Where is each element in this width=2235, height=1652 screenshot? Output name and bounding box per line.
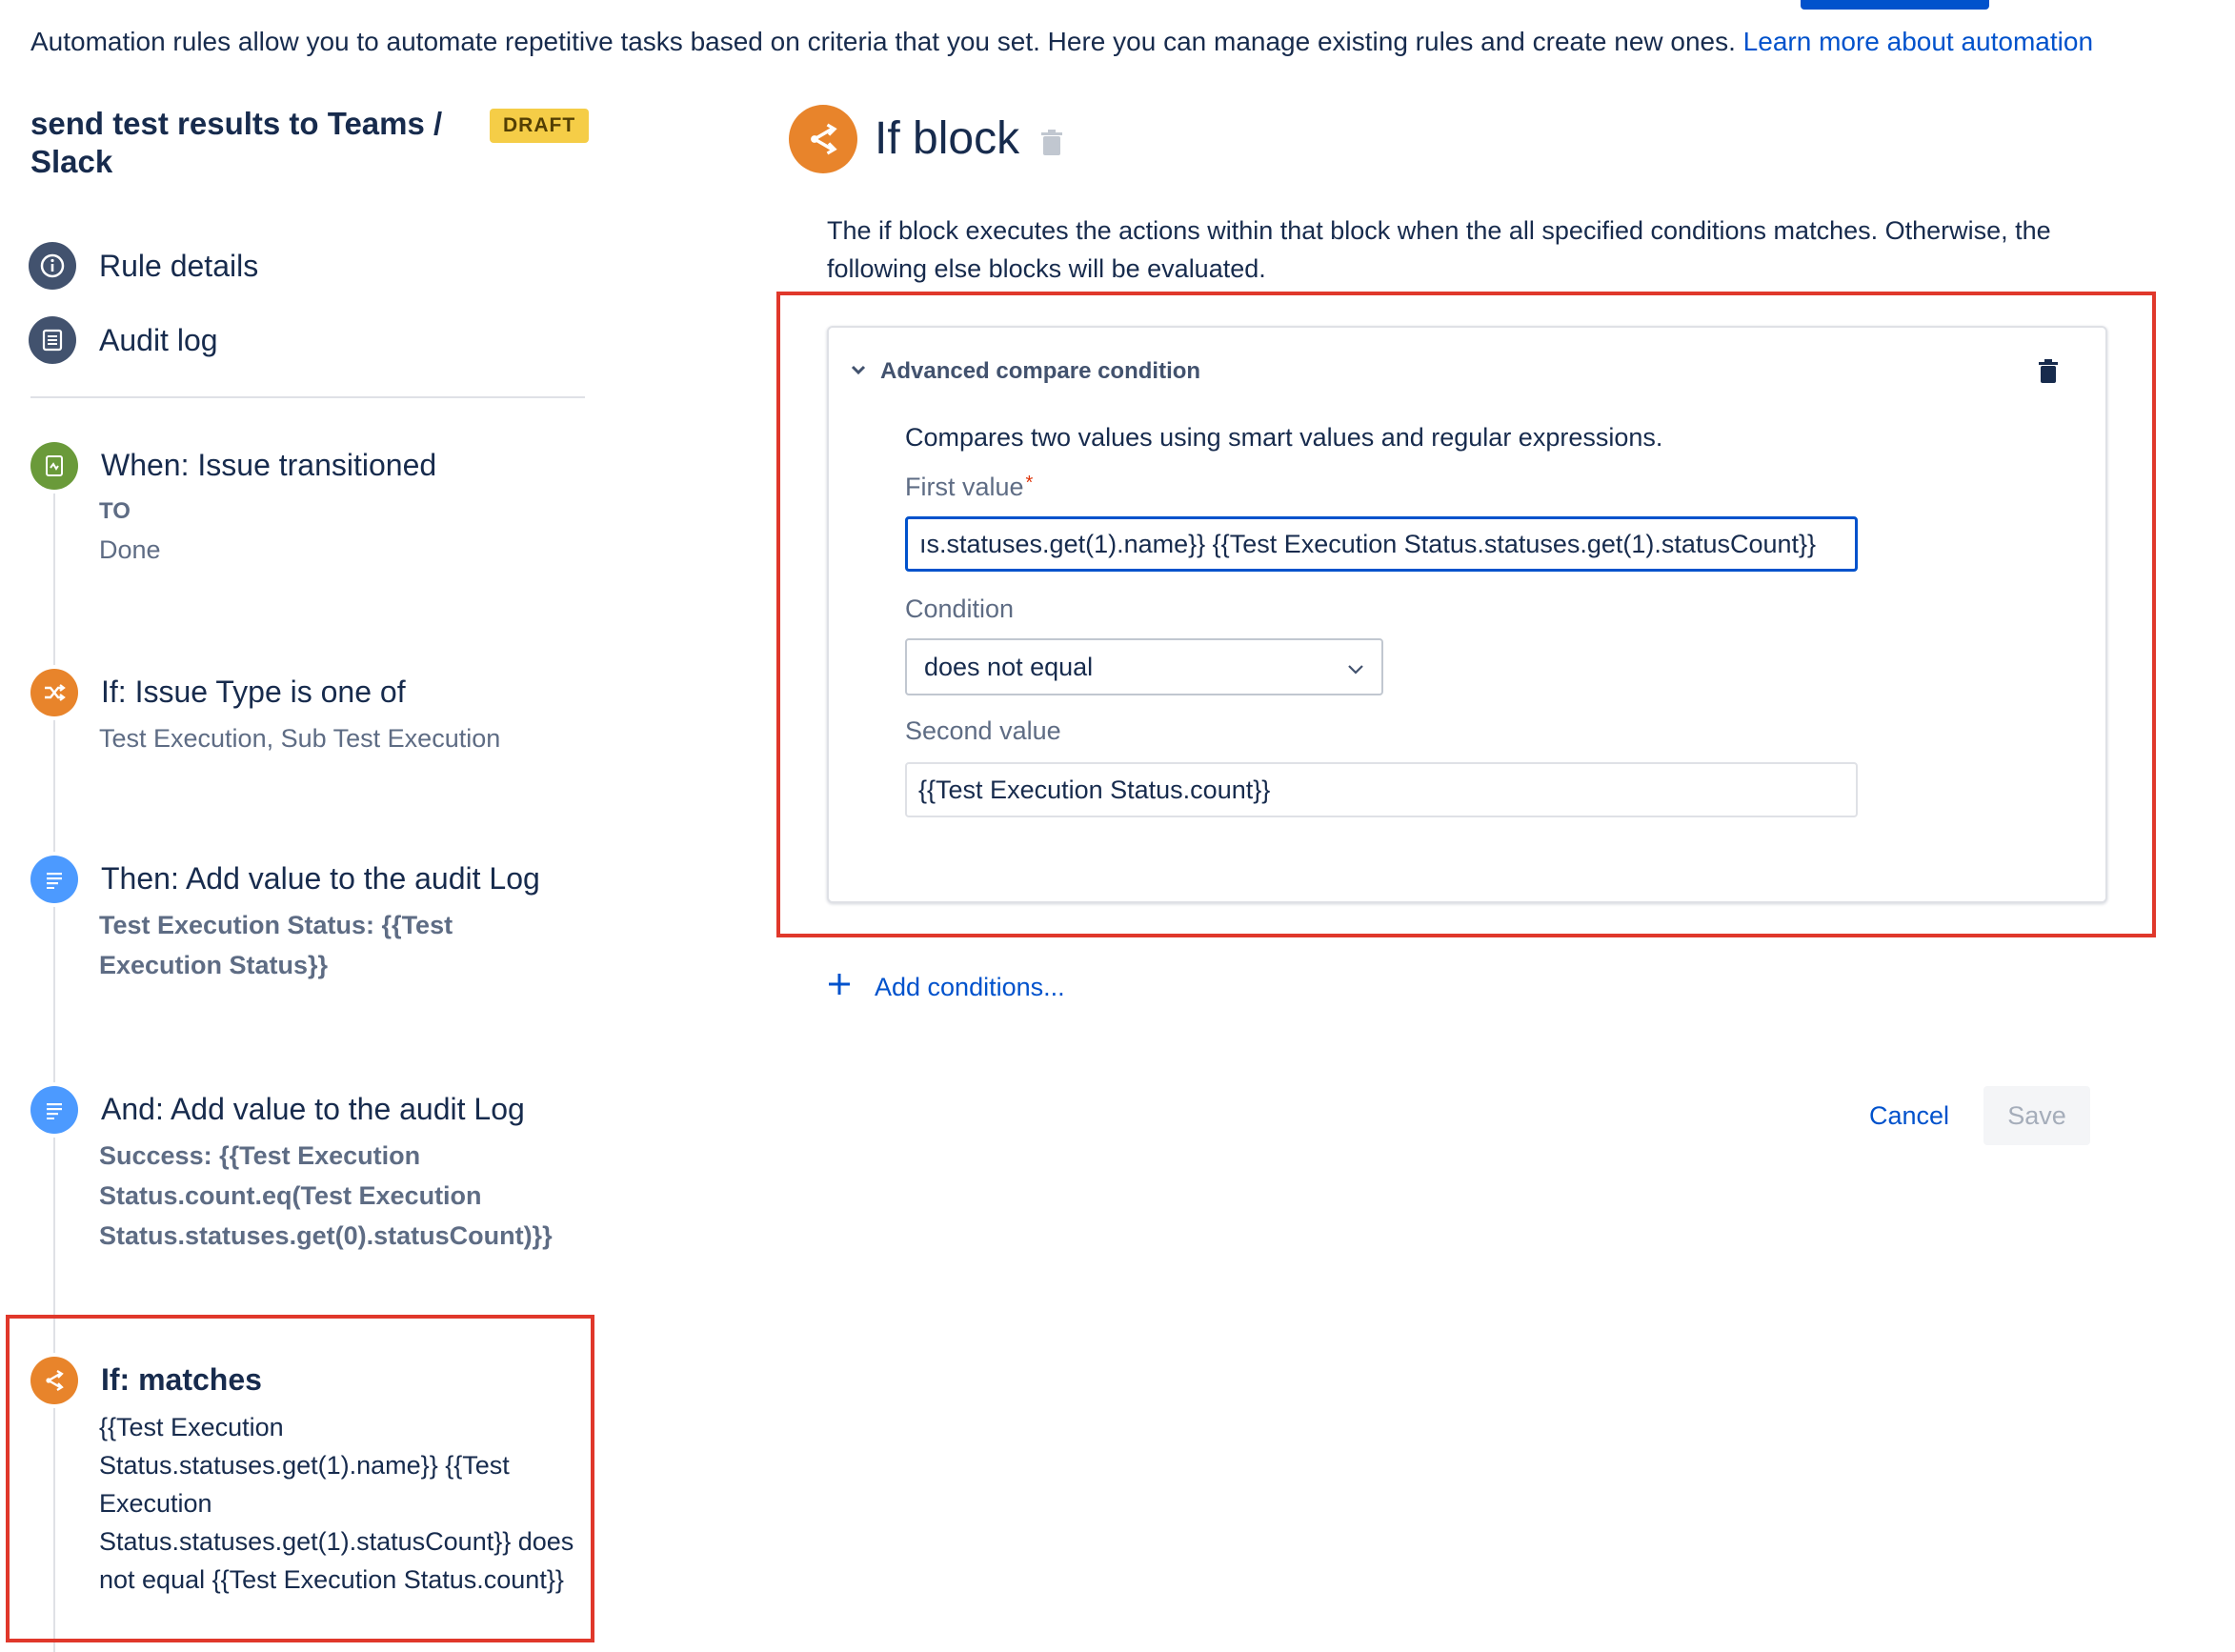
log-icon [30,1086,78,1134]
learn-more-link[interactable]: Learn more about automation [1742,27,2094,56]
first-value-label-text: First value [905,473,1024,501]
step-audit-log-title[interactable]: Then: Add value to the audit Log [101,861,540,896]
panel-description: The if block executes the actions within that block when the all specified conditions matches. Otherwise, the following else blocks will be evaluated. [827,216,2051,283]
rule-title: send test results to Teams / Slack [30,106,443,179]
branch-icon [30,1357,78,1404]
nav-rule-details[interactable] [29,242,258,290]
step-if-matches-desc: {{Test Execution Status.statuses.get(1).name}} {{Test Execution Status.statuses.get(1).statusCount}} does not equal {{Test Execution Status.count}} [99,1413,574,1594]
step-and-audit-title[interactable]: And: Add value to the audit Log [101,1092,525,1126]
step-trigger-to: TO [99,498,131,524]
step-if-matches-title[interactable]: If: matches [101,1362,262,1397]
required-marker: * [1025,473,1034,494]
condition-card-header[interactable] [850,358,1200,385]
condition-label: Condition [905,594,1015,623]
nav-rule-details-label: Rule details [99,248,259,283]
nav-audit-log[interactable] [29,316,218,364]
list-icon [29,316,76,364]
add-conditions-button[interactable] [827,972,1065,1003]
chevron-down-icon [1347,640,1364,694]
divider [30,396,585,398]
step-trigger-title[interactable]: When: Issue transitioned [101,448,437,482]
top-primary-button[interactable] [1801,0,1989,10]
plus-icon [827,972,852,1003]
if-block-icon [789,105,857,173]
nav-audit-log-label: Audit log [99,322,218,357]
draft-badge: DRAFT [490,109,589,143]
step-if-type-title[interactable]: If: Issue Type is one of [101,675,406,709]
info-icon [29,242,76,290]
condition-select[interactable] [905,638,1383,695]
chevron-down-icon [850,358,867,385]
second-value-label: Second value [905,716,1061,745]
intro-text [30,27,2093,57]
log-icon [30,856,78,903]
condition-description: Compares two values using smart values and regular expressions. [905,423,1663,452]
panel-title: If block [875,113,1020,164]
first-value-label [905,473,1033,502]
cancel-button[interactable]: Cancel [1869,1101,1950,1130]
trigger-icon [30,442,78,490]
shuffle-icon [30,669,78,716]
add-conditions-label: Add conditions... [875,973,1065,1001]
intro-description: Automation rules allow you to automate repetitive tasks based on criteria that you set. Here you can manage existing rules and create new ones. [30,27,1736,56]
condition-select-value: does not equal [924,653,1094,681]
second-value-input[interactable]: {{Test Execution Status.count}} [905,762,1858,817]
step-trigger-status: Done [99,535,161,564]
step-and-audit-value: Success: {{Test Execution Status.count.eq(Test Execution Status.statuses.get(0).statusCount)}} [99,1141,553,1250]
delete-condition-icon[interactable] [2037,358,2060,390]
step-if-type-values: Test Execution, Sub Test Execution [99,724,501,753]
step-audit-log-value: Test Execution Status: {{Test Execution Status}} [99,911,453,979]
condition-card-heading: Advanced compare condition [880,358,1201,384]
first-value-input[interactable]: ıs.statuses.get(1).name}} {{Test Execution Status.statuses.get(1).statusCount}} [905,516,1858,572]
save-button[interactable]: Save [1983,1086,2090,1145]
delete-block-icon[interactable] [1040,129,1063,162]
